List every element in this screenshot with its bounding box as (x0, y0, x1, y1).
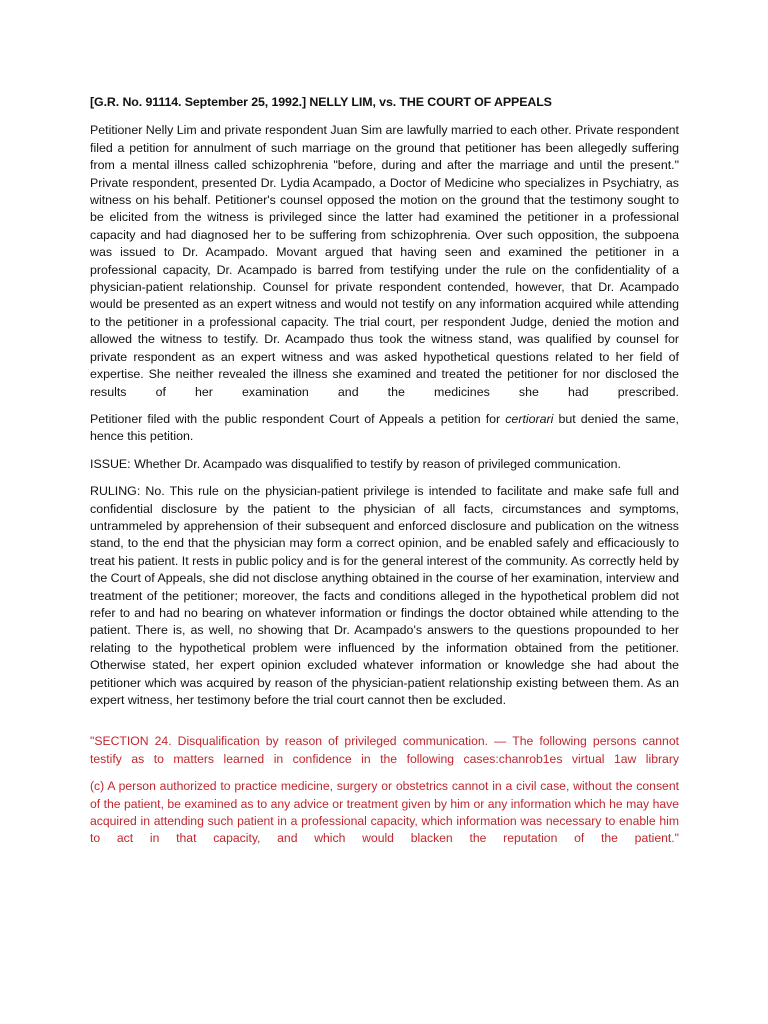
section-spacer (90, 719, 679, 733)
procedure-italic-term: certiorari (505, 411, 554, 426)
ruling-paragraph: RULING: No. This rule on the physician-patient privilege is intended to facilitate and make safe full and confidential disclosure by the patient to the physician of all facts, circumstances and symptoms, untrammeled by apprehension of their subsequent and enforced disclosure and publication on the witness stand, to the end that the physician may form a correct opinion, and be enabled safely and efficaciously to treat his patient. It rests in public policy and is for the general interest of the community. As correctly held by the Court of Appeals, she did not disclose anything obtained in the course of her examination, interview and treatment of the petitioner; moreover, the facts and conditions alleged in the hypothetical problem did not refer to and had no bearing on whatever information or findings the doctor obtained while attending to the patient. There is, as well, no showing that Dr. Acampado's answers to the questions propounded to her relating to the hypothetical problem were influenced by the information obtained from the petitioner. Otherwise stated, her expert opinion excluded whatever information or knowledge she had about the petitioner which was acquired by reason of the physician-patient relationship existing between them. As an expert witness, her testimony before the trial court cannot then be excluded. (90, 484, 679, 707)
procedure-paragraph (90, 411, 679, 446)
law-clause-text: (c) A person authorized to practice medicine, surgery or obstetrics cannot in a civil case, without the consent of the patient, be examined as to any advice or treatment given by him or any information which he may have acquired in attending such patient in a professional capacity, which information was necessary to enable him to act in that capacity, and which would blacken the reputation of the patient." (90, 779, 679, 846)
law-section-text: "SECTION 24. Disqualification by reason of privileged communication. — The following persons cannot testify as to matters learned in confidence in the following cases:chanrob1es virtual 1aw library (90, 734, 679, 766)
case-caption: [G.R. No. 91114. September 25, 1992.] NELLY LIM, vs. THE COURT OF APPEALS (90, 95, 552, 109)
procedure-text-after: but denied the same, hence this petition. (90, 411, 679, 444)
issue-paragraph: ISSUE: Whether Dr. Acampado was disqualified to testify by reason of privileged communication. (90, 456, 621, 471)
procedure-text-before: Petitioner filed with the public respondent Court of Appeals a petition for (90, 411, 506, 426)
facts-paragraph: Petitioner Nelly Lim and private respondent Juan Sim are lawfully married to each other. Private respondent filed a petition for annulment of such marriage on the ground that petitioner has been allegedly suffering from a mental illness called schizophrenia "before, during and after the marriage and until the present." Private respondent, presented Dr. Lydia Acampado, a Doctor of Medicine who specializes in Psychiatry, as witness on his behalf. Petitioner's counsel opposed the motion on the ground that the testimony sought to be elicited from the witness is privileged since the latter had examined the petitioner in a professional capacity and had diagnosed her to be suffering from schizophrenia. Over such opposition, the subpoena was issued to Dr. Acampado. Movant argued that having seen and examined the petitioner in a professional capacity, Dr. Acampado is barred from testifying under the rule on the confidentiality of a physician-patient relationship. Counsel for private respondent contended, however, that Dr. Acampado would be presented as an expert witness and would not testify on any information acquired while attending to the petitioner in a professional capacity. The trial court, per respondent Judge, denied the motion and allowed the witness to testify. Dr. Acampado thus took the witness stand, was qualified by counsel for private respondent as an expert witness and was asked hypothetical questions related to her field of expertise. She neither revealed the illness she examined and treated the petitioner for nor disclosed the results of her examination and the medicines she had prescribed. (90, 123, 679, 399)
